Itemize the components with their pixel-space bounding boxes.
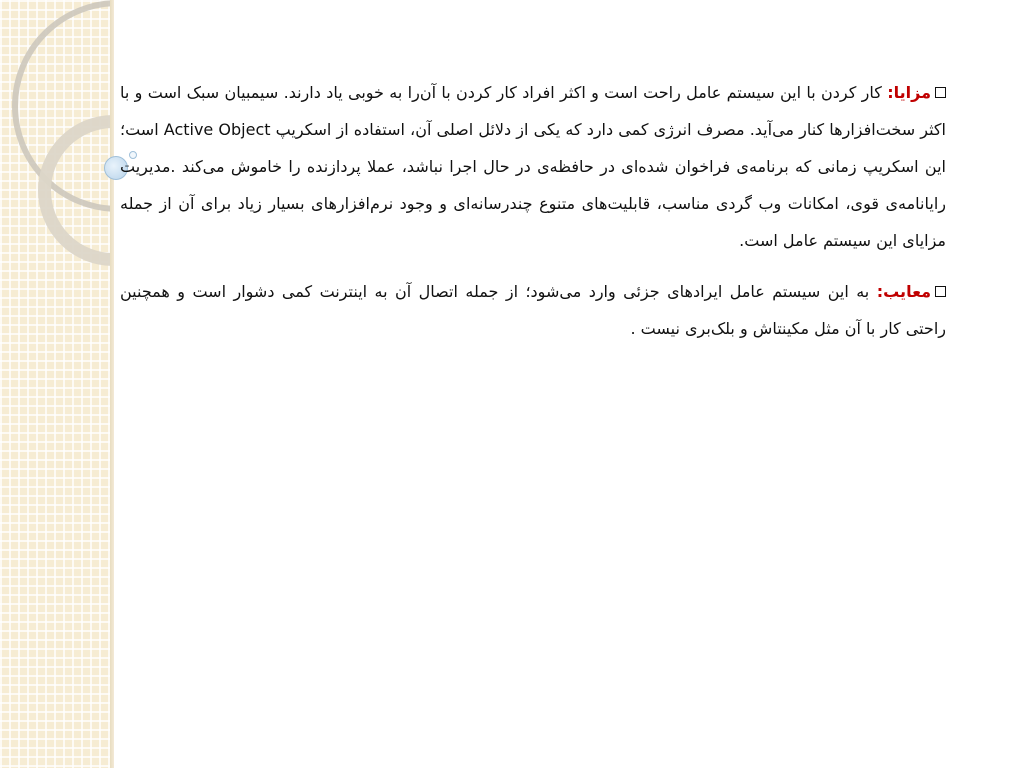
- advantages-line: رایانامه‌ی قوی، امکانات وب گردی مناسب، قابلیت‌های متنوع چندرسانه‌ای و وجود نرم‌افزارهای: [311, 194, 946, 213]
- disadvantages-line: کمی دشوار است و همچنین راحتی کار با آن مثل مکینتاش و بلک‌بری نیست .: [120, 282, 946, 338]
- advantages-line: کار کردن با این سیستم عامل راحت است و اکثر افراد کار کردن با آن‌را به خوبی یاد: [326, 83, 882, 102]
- advantages-paragraph: [120, 74, 946, 259]
- side-panel-edge: [110, 0, 114, 768]
- slide-content: [120, 74, 946, 347]
- advantages-line: از دلائل اصلی آن، استفاده از اسکریپ Active Object است؛ این اسکریپ زمانی که برنامه‌ی: [120, 120, 946, 176]
- disadvantages-paragraph: [120, 273, 946, 347]
- advantages-line: دارند. سیمبیان سبک است و با اکثر سخت‌افزارها کنار می‌آید. مصرف انرژی کمی دارد که یکی: [120, 83, 946, 139]
- advantages-line: بسیار زیاد برای آن از جمله مزایای این سیستم عامل است.: [120, 194, 946, 250]
- disadvantages-heading: معایب:: [876, 282, 932, 301]
- checkbox-bullet-icon: [935, 286, 946, 297]
- decorative-side-panel: [0, 0, 113, 768]
- checkbox-bullet-icon: [935, 87, 946, 98]
- advantages-line: فراخوان شده‌ای در حافظه‌ی در حال اجرا نباشد، عملا پردازنده را خاموش می‌کند .مدیریت: [120, 157, 731, 176]
- advantages-heading: مزایا:: [887, 83, 931, 102]
- disadvantages-line: به این سیستم عامل ایرادهای جزئی وارد می‌شود؛ از جمله اتصال آن به اینترنت: [319, 282, 870, 301]
